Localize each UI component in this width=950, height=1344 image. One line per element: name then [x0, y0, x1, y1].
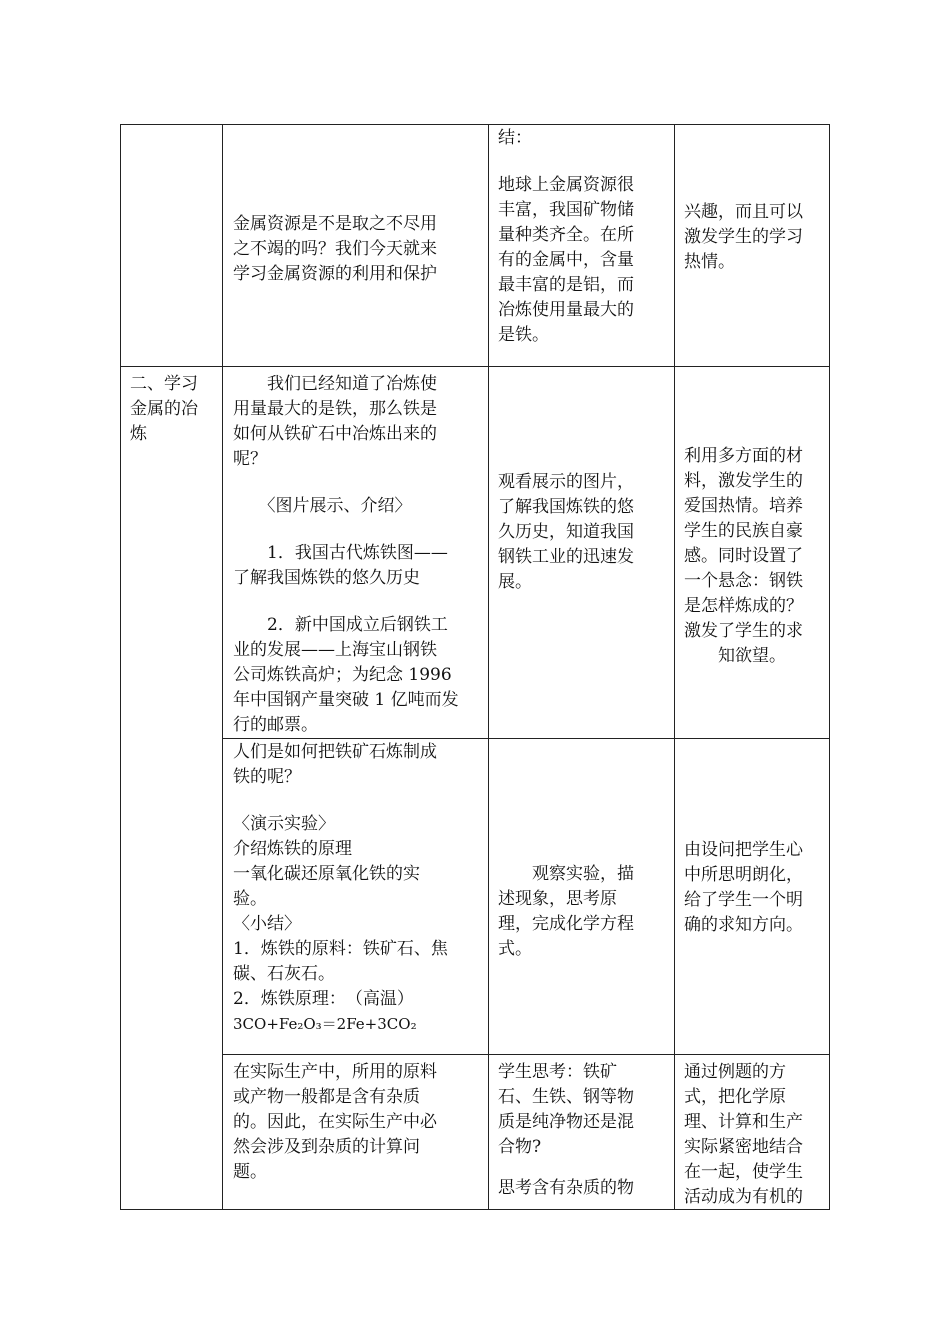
- text-line: 质是纯净物还是混: [498, 1112, 634, 1132]
- text-line: 之不竭的吗？我们今天就来: [233, 239, 437, 259]
- text-line: 〈小结〉: [233, 914, 301, 934]
- row1-design-intent: [684, 200, 803, 275]
- text-line: 了解我国炼铁的悠: [498, 497, 634, 517]
- text-line: 题。: [233, 1162, 267, 1182]
- text-line: 了解我国炼铁的悠久历史: [233, 568, 420, 588]
- row4-design-intent: [684, 1060, 803, 1210]
- row3-teacher-activity: [233, 740, 448, 1037]
- text-line: 活动成为有机的: [684, 1187, 803, 1207]
- text-line: 知欲望。: [684, 646, 786, 666]
- text-line: 展。: [498, 572, 532, 592]
- column-divider-2: [488, 124, 489, 1210]
- text-line: 料，激发学生的: [684, 471, 803, 491]
- row2-teacher-activity: [233, 372, 459, 738]
- text-line: 1．炼铁的原料：铁矿石、焦: [233, 939, 448, 959]
- chemical-equation: 3CO+Fe₂O₃＝2Fe+3CO₂: [233, 1015, 417, 1033]
- text-line: 式。: [498, 939, 532, 959]
- text-line: 久历史，知道我国: [498, 522, 634, 542]
- row1-teacher-activity: [233, 212, 437, 287]
- text-line: 最丰富的是铝，而: [498, 275, 634, 295]
- text-line: 有的金属中，含量: [498, 250, 634, 270]
- text-line: 用量最大的是铁，那么铁是: [233, 399, 437, 419]
- text-line: 是怎样炼成的？: [684, 596, 803, 616]
- text-line: 量种类齐全。在所: [498, 225, 634, 245]
- row-divider-1: [120, 366, 830, 367]
- text-line: 1．我国古代炼铁图——: [233, 543, 448, 563]
- text-line: 行的邮票。: [233, 715, 318, 735]
- text-line: 爱国热情。培养: [684, 496, 803, 516]
- text-line: 人们是如何把铁矿石炼制成: [233, 742, 437, 762]
- text-line: 呢？: [233, 449, 267, 469]
- row3-design-intent: [684, 838, 803, 938]
- text-line: 实际紧密地结合: [684, 1137, 803, 1157]
- text-line: 感。同时设置了: [684, 546, 803, 566]
- text-line: 〈图片展示、介绍〉: [233, 496, 412, 516]
- text-line: 由设问把学生心: [684, 840, 803, 860]
- text-line: 然会涉及到杂质的计算问: [233, 1137, 420, 1157]
- text-line: 一氧化碳还原氧化铁的实: [233, 864, 420, 884]
- text-line: 是铁。: [498, 325, 549, 345]
- row2-student-activity: [498, 470, 634, 595]
- text-line: 学习金属资源的利用和保护: [233, 264, 437, 284]
- text-line: 炼: [130, 424, 147, 444]
- row2-stage-title: [130, 372, 198, 447]
- text-line: 思考含有杂质的物: [498, 1178, 634, 1198]
- text-line: 理，完成化学方程: [498, 914, 634, 934]
- text-line: 金属的冶: [130, 399, 198, 419]
- text-line: 学生思考：铁矿: [498, 1062, 617, 1082]
- row2-design-intent: [684, 444, 803, 669]
- text-line: 公司炼铁高炉；为纪念 1996: [233, 665, 452, 685]
- column-divider-1: [222, 124, 223, 1210]
- row3-student-activity: [498, 862, 634, 962]
- text-line: 冶炼使用量最大的: [498, 300, 634, 320]
- text-line: 验。: [233, 889, 267, 909]
- text-line: 〈演示实验〉: [233, 814, 335, 834]
- row4-teacher-activity: [233, 1060, 437, 1185]
- text-line: 铁的呢？: [233, 767, 301, 787]
- text-line: 我们已经知道了冶炼使: [233, 374, 437, 394]
- text-line: 金属资源是不是取之不尽用: [233, 214, 437, 234]
- text-line: 年中国钢产量突破 1 亿吨而发: [233, 690, 459, 710]
- text-line: 丰富，我国矿物储: [498, 200, 634, 220]
- text-line: 中所思明朗化，: [684, 865, 803, 885]
- row-divider-3: [222, 1054, 830, 1055]
- text-line: 一个悬念：钢铁: [684, 571, 803, 591]
- text-line: 石、生铁、钢等物: [498, 1087, 634, 1107]
- text-line: 激发了学生的求: [684, 621, 803, 641]
- text-line: 介绍炼铁的原理: [233, 839, 352, 859]
- text-line: 热情。: [684, 252, 735, 272]
- text-line: 述现象，思考原: [498, 889, 617, 909]
- text-line: 确的求知方向。: [684, 915, 803, 935]
- row1-student-activity: [498, 126, 634, 348]
- text-line: 2．炼铁原理： （高温）: [233, 989, 414, 1009]
- text-line: 观察实验，描: [498, 864, 634, 884]
- text-line: 的。因此，在实际生产中必: [233, 1112, 437, 1132]
- text-line: 通过例题的方: [684, 1062, 786, 1082]
- text-line: 2．新中国成立后钢铁工: [233, 615, 448, 635]
- text-line: 二、学习: [130, 374, 198, 394]
- row4-student-activity: [498, 1060, 634, 1201]
- text-line: 式，把化学原: [684, 1087, 786, 1107]
- text-line: 给了学生一个明: [684, 890, 803, 910]
- text-line: 学生的民族自豪: [684, 521, 803, 541]
- text-line: 在实际生产中，所用的原料: [233, 1062, 437, 1082]
- text-line: 或产物一般都是含有杂质: [233, 1087, 420, 1107]
- text-line: 兴趣，而且可以: [684, 202, 803, 222]
- text-line: 观看展示的图片，: [498, 472, 634, 492]
- text-line: 合物?: [498, 1137, 542, 1157]
- text-line: 结：: [498, 128, 532, 148]
- text-line: 理、计算和生产: [684, 1112, 803, 1132]
- text-line: 如何从铁矿石中冶炼出来的: [233, 424, 437, 444]
- text-line: 激发学生的学习: [684, 227, 803, 247]
- text-line: 利用多方面的材: [684, 446, 803, 466]
- text-line: 业的发展——上海宝山钢铁: [233, 640, 437, 660]
- text-line: 在一起，使学生: [684, 1162, 803, 1182]
- text-line: 钢铁工业的迅速发: [498, 547, 634, 567]
- column-divider-3: [674, 124, 675, 1210]
- text-line: 地球上金属资源很: [498, 175, 634, 195]
- text-line: 碳、石灰石。: [233, 964, 335, 984]
